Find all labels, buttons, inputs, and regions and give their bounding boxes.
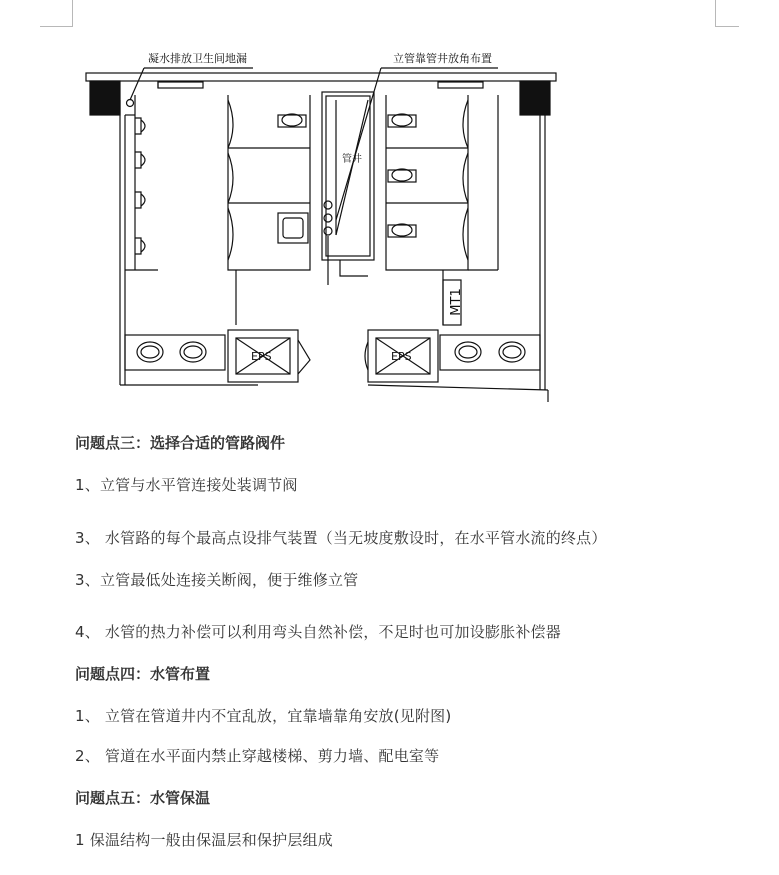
toilet-icon [388,169,416,182]
urinal-icon [135,192,145,208]
basin-icon [499,342,525,362]
floor-plan-figure [78,40,578,415]
floor-plan-drawing [78,40,578,415]
paragraph: 3、立管最低处连接关断阀，便于维修立管 [75,571,359,589]
column-left [90,81,120,115]
eps-label-right: EPS [391,350,412,363]
elevator-label: MT1 [449,288,464,316]
paragraph: 4、 水管的热力补偿可以利用弯头自然补偿，不足时也可加设膨胀补偿器 [75,623,561,641]
window [158,82,203,88]
callout-left: 凝水排放卫生间地漏 [148,52,247,65]
section-heading-5: 问题点五：水管保温 [75,789,211,807]
riser-pipe-icon [324,201,332,209]
paragraph: 3、 水管路的每个最高点设排气装置（当无坡度敷设时，在水平管水流的终点） [75,529,607,547]
section-heading-3: 问题点三：选择合适的管路阀件 [75,434,286,452]
stall-door [228,208,233,260]
window [438,82,483,88]
urinal-icon [135,238,145,254]
page-margin-mark [40,26,73,27]
basin-counter [125,335,225,370]
top-wall [86,73,556,81]
stall-door [463,153,468,203]
page-margin-mark [715,26,739,27]
urinal-icon [135,118,145,134]
column-right [520,81,550,115]
urinal-icon [135,152,145,168]
riser-pipe-icon [324,214,332,222]
stall-door [228,100,233,148]
paragraph: 1、 立管在管道井内不宜乱放，宜靠墙靠角安放(见附图) [75,707,452,725]
riser-pipe-icon [324,227,332,235]
paragraph: 2、 管道在水平面内禁止穿越楼梯、剪力墙、配电室等 [75,747,440,765]
toilet-icon [278,114,306,127]
stall-door [463,208,468,260]
wall [368,385,548,390]
toilet-icon [388,224,416,237]
shaft-door [340,260,368,276]
eps-door [298,340,310,374]
stall-door [228,153,233,203]
toilet-icon [388,114,416,127]
eps-label-left: EPS [251,350,272,363]
floor-drain-icon [127,100,134,107]
basin-icon [180,342,206,362]
basin-icon [278,213,308,243]
page-margin-mark [72,0,73,27]
stall-door [463,100,468,148]
basin-icon [455,342,481,362]
section-heading-4: 问题点四：水管布置 [75,665,211,683]
page-margin-mark [715,0,716,27]
basin-icon [137,342,163,362]
callout-right: 立管靠管井放角布置 [393,52,492,65]
stall-block [228,95,310,270]
shaft-label: 管井 [342,154,362,165]
paragraph: 1 保温结构一般由保温层和保护层组成 [75,831,333,849]
paragraph: 1、立管与水平管连接处装调节阀 [75,476,298,494]
